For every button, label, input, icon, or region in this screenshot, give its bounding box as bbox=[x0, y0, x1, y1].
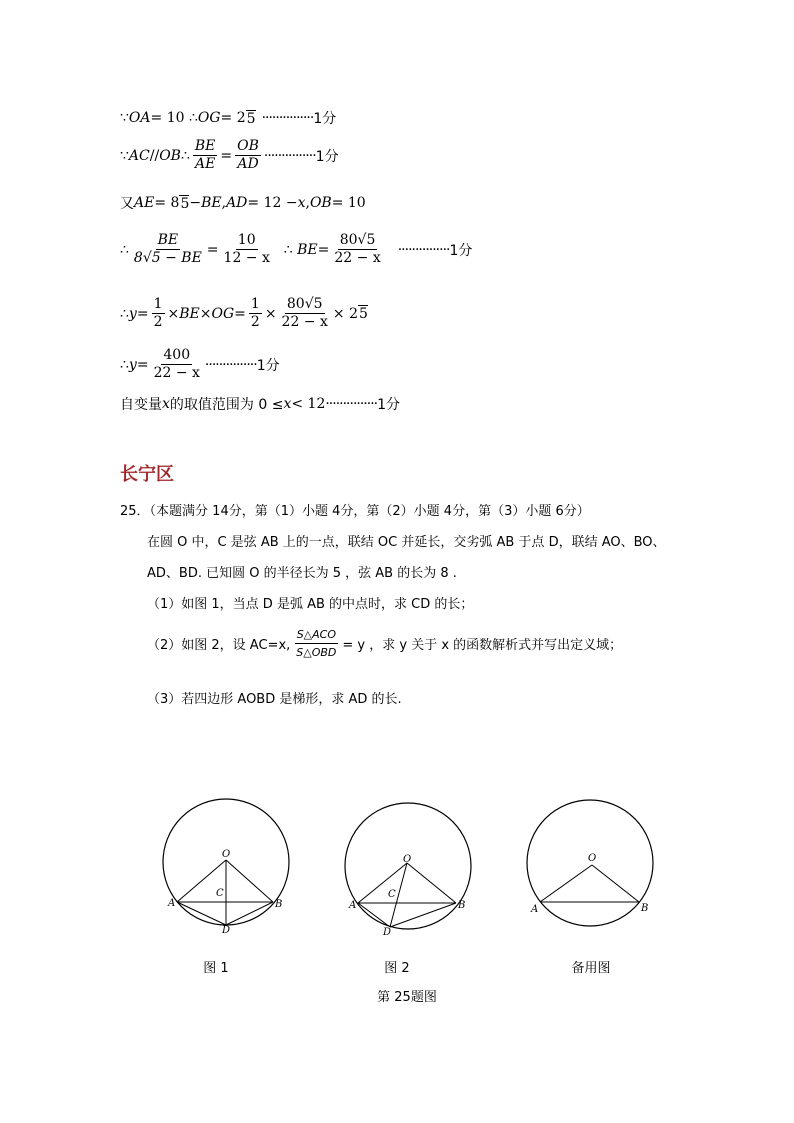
solution-line-4: ∴ $\frac{BE}{8√5 - BE}$ = $\frac{10}{12 - x}$ ∴ BE = $\frac{80√5}{22 - x}$ ··············· 1分 bbox=[120, 232, 473, 266]
solution-line-6: ∴ y = $\frac{400}{22 - x}$ ··············· 1分 bbox=[120, 347, 280, 381]
fig2-label-a: A bbox=[349, 900, 357, 911]
fig1-label-a: A bbox=[168, 898, 176, 909]
solution-line-3: 又 AE = 8 5 − BE , AD = 12 − x , OB = 10 bbox=[120, 195, 366, 212]
figure-caption: 第 25题图 bbox=[377, 990, 437, 1005]
fig3-label-o: O bbox=[588, 853, 597, 864]
problem-line-2: AD、BD. 已知圆 O 的半径长为 5 ，弦 AB 的长为 8 . bbox=[147, 566, 457, 581]
question-3: （3）若四边形 AOBD 是梯形，求 AD 的长. bbox=[147, 692, 402, 707]
fig1-label-d: D bbox=[222, 925, 231, 936]
fig3-segment-oa bbox=[540, 865, 592, 902]
solution-line-1: ∵ OA = 10 ∴ OG = 2 5 ··············· 1分 bbox=[120, 110, 337, 127]
fig1-label-b: B bbox=[275, 899, 283, 910]
figure-1-label: 图 1 bbox=[203, 961, 229, 976]
figure-3 bbox=[527, 800, 653, 926]
figure-1 bbox=[163, 799, 289, 936]
problem-header: 25．（本题满分 14分，第（1）小题 4分，第（2）小题 4分，第（3）小题 6分） bbox=[120, 504, 590, 519]
figure-3-label: 备用图 bbox=[571, 961, 611, 976]
fig1-label-o: O bbox=[222, 849, 231, 860]
fig3-label-a: A bbox=[531, 904, 539, 915]
fig2-segment-ad bbox=[358, 903, 390, 927]
fig2-label-o: O bbox=[403, 854, 412, 865]
question-1: （1）如图 1，当点 D 是弧 AB 的中点时，求 CD 的长； bbox=[147, 597, 474, 612]
fig1-label-c: C bbox=[216, 888, 224, 899]
fig1-segment-ob bbox=[226, 860, 273, 902]
fig2-circle bbox=[345, 803, 471, 929]
geometry-figures bbox=[0, 795, 794, 965]
fig2-label-c: C bbox=[388, 889, 396, 900]
fig3-label-b: B bbox=[641, 903, 649, 914]
solution-line-5: ∴ y = $\frac{1}{2}$ × BE × OG = $\frac{1}{2}$ × $\frac{80√5}{22 - x}$ × 2 5 bbox=[120, 296, 368, 330]
fig2-label-d: D bbox=[383, 927, 392, 938]
fig1-segment-ad bbox=[177, 902, 226, 925]
question-2: （2）如图 2，设 AC=x, $\frac{\text{S△ACO}}{\text{S△OBD}}$ = y ，求 y 关于 x 的函数解析式并写出定义域； bbox=[147, 628, 623, 659]
fig1-segment-bd bbox=[226, 902, 273, 925]
fig2-segment-bd bbox=[390, 903, 456, 927]
fig3-segment-ob bbox=[592, 865, 639, 902]
fig2-segment-ob bbox=[407, 863, 456, 903]
figure-2 bbox=[345, 803, 471, 938]
figure-2-label: 图 2 bbox=[384, 961, 410, 976]
fig2-label-b: B bbox=[458, 900, 466, 911]
problem-line-1: 在圆 O 中，C 是弦 AB 上的一点，联结 OC 并延长，交劣弧 AB 于点 D，联结 AO、BO、 bbox=[147, 535, 666, 550]
section-title: 长宁区 bbox=[120, 464, 174, 485]
solution-line-2: ∵ AC // OB ∴ $\frac{BE}{AE}$ = $\frac{OB}{AD}$ ··············· 1分 bbox=[120, 138, 339, 172]
solution-line-7: 自变量 x 的取值范围为 0 ≤ x < 12 ··············· 1分 bbox=[120, 396, 401, 413]
fig2-segment-oa bbox=[358, 863, 407, 903]
